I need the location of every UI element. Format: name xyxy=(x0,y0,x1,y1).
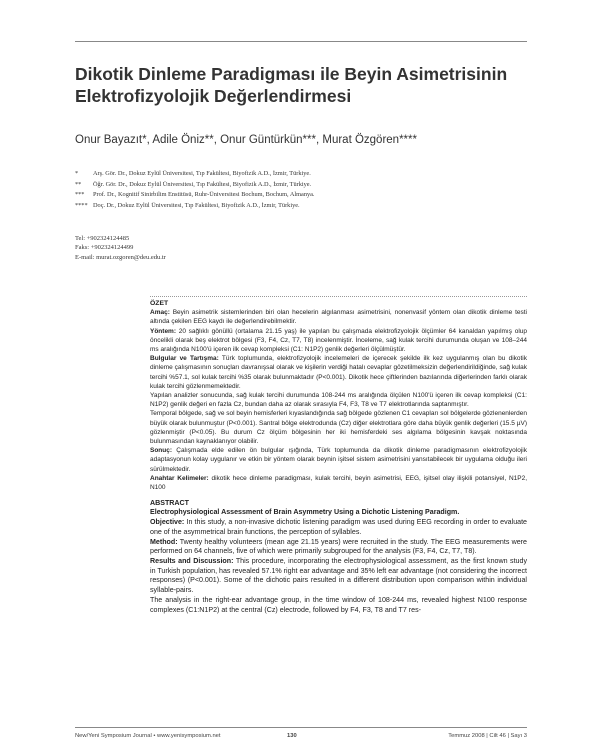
affiliation-3 xyxy=(75,190,525,201)
ozet-paragraph-2: Yapılan analizler sonucunda, sağ kulak tercihi durumunda 108-244 ms aralığında ölçülen N100'ü içeren ilk cevap kompleksi (C1: N1P2) genlik değeri en fazla Cz, bundan daha az olarak sırasıyla F4, F3, T8 ve T7 elektrotlarında saptanmıştır. xyxy=(150,392,527,409)
affiliation-4 xyxy=(75,201,525,212)
affiliation-mark: ** xyxy=(75,180,82,188)
affiliation-text: Arş. Gör. Dr., Dokuz Eylül Üniversitesi, Tıp Fakültesi, Biyofizik A.D., İzmir, Türkiye. xyxy=(93,170,311,177)
contact-info xyxy=(75,234,166,262)
text: Beyin asimetrik sistemlerinden biri olan hecelerin algılanması asimetrisini, nonenvasif yöntem olan dikotik dinleme testi altında çekilen EEG kaydı ile değerlendirebilmektir. xyxy=(150,309,527,326)
affiliation-mark: * xyxy=(75,170,79,177)
text: Türk toplumunda, elektrofizyolojik incelemeleri de içerecek şekilde ilk kez uygulanmış olan bu dikotik dinleme çalışmasının sonuçları davranışsal olarak ve kişilerin verdiği hatalı cevaplar gözetilmeksizin değerlendirildiğinde, sağ kulak tercihi %57.1, sol kulak tercihi %35 olarak bulunmaktadır (P<0.001). Dikotik hece çiftlerinden bazılarında diğerlerinden farklı olarak kulak tercihi gözlenmemektedir. xyxy=(150,355,527,390)
text: 20 sağlıklı gönüllü (ortalama 21.15 yaş) ile yapılan bu çalışmada elektrofizyolojik ölçümler 64 kanaldan yapılmış olup öncelikli olarak beş elektrot bölgesi (F3, F4, Cz, T7, T8) incelenmiştir. İnceleme, sağ kulak tercihi durumunda oluşan ve 108–244 ms aralığında N100'ü içeren ilk cevap kompleksi (C1: N1P2) genlik değerleri ölçülmüştür. xyxy=(150,327,527,354)
affiliation-text: Doç. Dr., Dokuz Eylül Üniversitesi, Tıp Fakültesi, Biyofizik A.D., İzmir, Türkiye. xyxy=(93,201,300,209)
page-number: 130 xyxy=(287,733,297,739)
ozet-heading: ÖZET xyxy=(150,300,169,307)
ozet-amac xyxy=(150,308,527,326)
top-rule xyxy=(75,41,527,42)
text: Twenty healthy volunteers (mean age 21.15 years) were recruited in the study. The EEG measurements were performed on 64 channels, five of which were primarily subgrouped for the analysis (F3, F4, Cz, T7, T8). xyxy=(150,537,527,556)
affiliation-mark: **** xyxy=(75,201,88,209)
affiliation-text: Öğr. Gör. Dr., Dokuz Eylül Üniversitesi, Tıp Fakültesi, Biyofizik A.D., İzmir, Türkiye. xyxy=(93,180,312,188)
footer-issue: Temmuz 2008 | Cilt 46 | Sayı 3 xyxy=(448,733,527,739)
dotted-rule xyxy=(150,296,527,297)
abstract-subtitle: Electrophysiological Assessment of Brain Asymmetry Using a Dichotic Listening Paradigm. xyxy=(150,508,460,517)
affiliation-mark: *** xyxy=(75,191,85,199)
label: Anahtar Kelimeler: xyxy=(150,474,209,482)
ozet-anahtar xyxy=(150,474,527,492)
ozet-paragraph-3: Temporal bölgede, sağ ve sol beyin hemisferleri kıyaslandığında sağ bölgede gözlenen C1 cevapları sol bölgelerde gözlenenlerden büyük olarak bulunmuştur (P<0.001). Santral bölge elektrodunda (Cz) diğer elektrotlara göre daha büyük genlik değerleri (15.5 µV) gözlenmiştir (P<0.05). Bu durum Cz ölçüm bölgesinin her iki hemisferdeki ses algılama bölgesinin kavşak noktasında bulunmasından kaynaklanıyor olabilir. xyxy=(150,410,527,446)
article-title xyxy=(75,63,525,107)
footer-rule xyxy=(75,727,527,728)
english-abstract xyxy=(150,499,527,615)
ozet-bulgular xyxy=(150,354,527,391)
label: Objective: xyxy=(150,518,185,527)
affiliation-text: Prof. Dr., Kognitif Sinirbilim Enstitüsü, Ruhr-Üniversitesi Bochum, Bochum, Almanya. xyxy=(93,191,315,199)
affiliation-2 xyxy=(75,180,525,191)
title-line-1: Dikotik Dinleme Paradigması ile Beyin Asimetrisinin xyxy=(75,64,508,84)
contact-tel: Tel: +902324124485 xyxy=(75,235,130,242)
text: dikotik hece dinleme paradigması, kulak tercihi, beyin asimetrisi, EEG, işitsel olay ilişkili potansiyel, N1P2, N100 xyxy=(150,474,528,492)
abstract-heading: ABSTRACT xyxy=(150,499,190,508)
label: Sonuç: xyxy=(150,447,173,455)
affiliations xyxy=(75,169,525,211)
text: Çalışmada elde edilen ön bulgular ışığında, Türk toplumunda da dikotik dinleme paradigmasının elektrofizyolojik adaptasyonun kolay uygulanır ve etkin bir yöntem olarak beynin işitsel sistem asimetrisini yansıtabilecek bir uygulama olduğu ileri sürülmektedir. xyxy=(150,447,527,473)
ozet-yontem xyxy=(150,327,527,355)
label: Amaç: xyxy=(150,309,170,317)
title-line-2: Elektrofizyolojik Değerlendirmesi xyxy=(75,86,352,106)
label: Results and Discussion: xyxy=(150,556,234,565)
abstract-paragraph-2: The analysis in the right-ear advantage group, in the time window of 108-244 ms, revealed highest N100 response complexes (C1:N1P2) at the central (Cz) electrode, followed by F4, F3, T8 and T7 res- xyxy=(150,595,527,614)
contact-email[interactable]: E-mail: murat.ozgoren@deu.edu.tr xyxy=(75,253,166,261)
text: In this study, a non-invasive dichotic listening paradigm was used during EEG recording in order to evaluate one of the asymmetrical brain functions, the perception of syllables. xyxy=(150,518,527,536)
abstract-results xyxy=(150,557,527,596)
affiliation-1 xyxy=(75,169,525,180)
abstract-method xyxy=(150,538,527,557)
footer-journal: New/Yeni Symposium Journal • www.yenisymposium.net xyxy=(75,733,221,739)
abstract-column xyxy=(150,296,527,615)
text: This procedure, incorporating the electrophysiological assessment, as the first known study in Turkish population, has revealed 57.1% right ear advantage and 35% left ear advantage (not considering the incorrect responses) (P<0.001). Some of the dichotic pairs resulted in a different distribution upon comparison within individual syllable-pairs. xyxy=(150,556,527,595)
label: Bulgular ve Tartışma: xyxy=(150,355,219,363)
ozet-sonuc xyxy=(150,446,527,474)
contact-fax: Faks: +902324124499 xyxy=(75,244,134,252)
author-list: Onur Bayazıt*, Adile Öniz**, Onur Güntürkün***, Murat Özgören**** xyxy=(75,134,417,146)
label: Yöntem: xyxy=(150,327,176,335)
abstract-objective xyxy=(150,518,527,537)
label: Method: xyxy=(150,537,178,546)
